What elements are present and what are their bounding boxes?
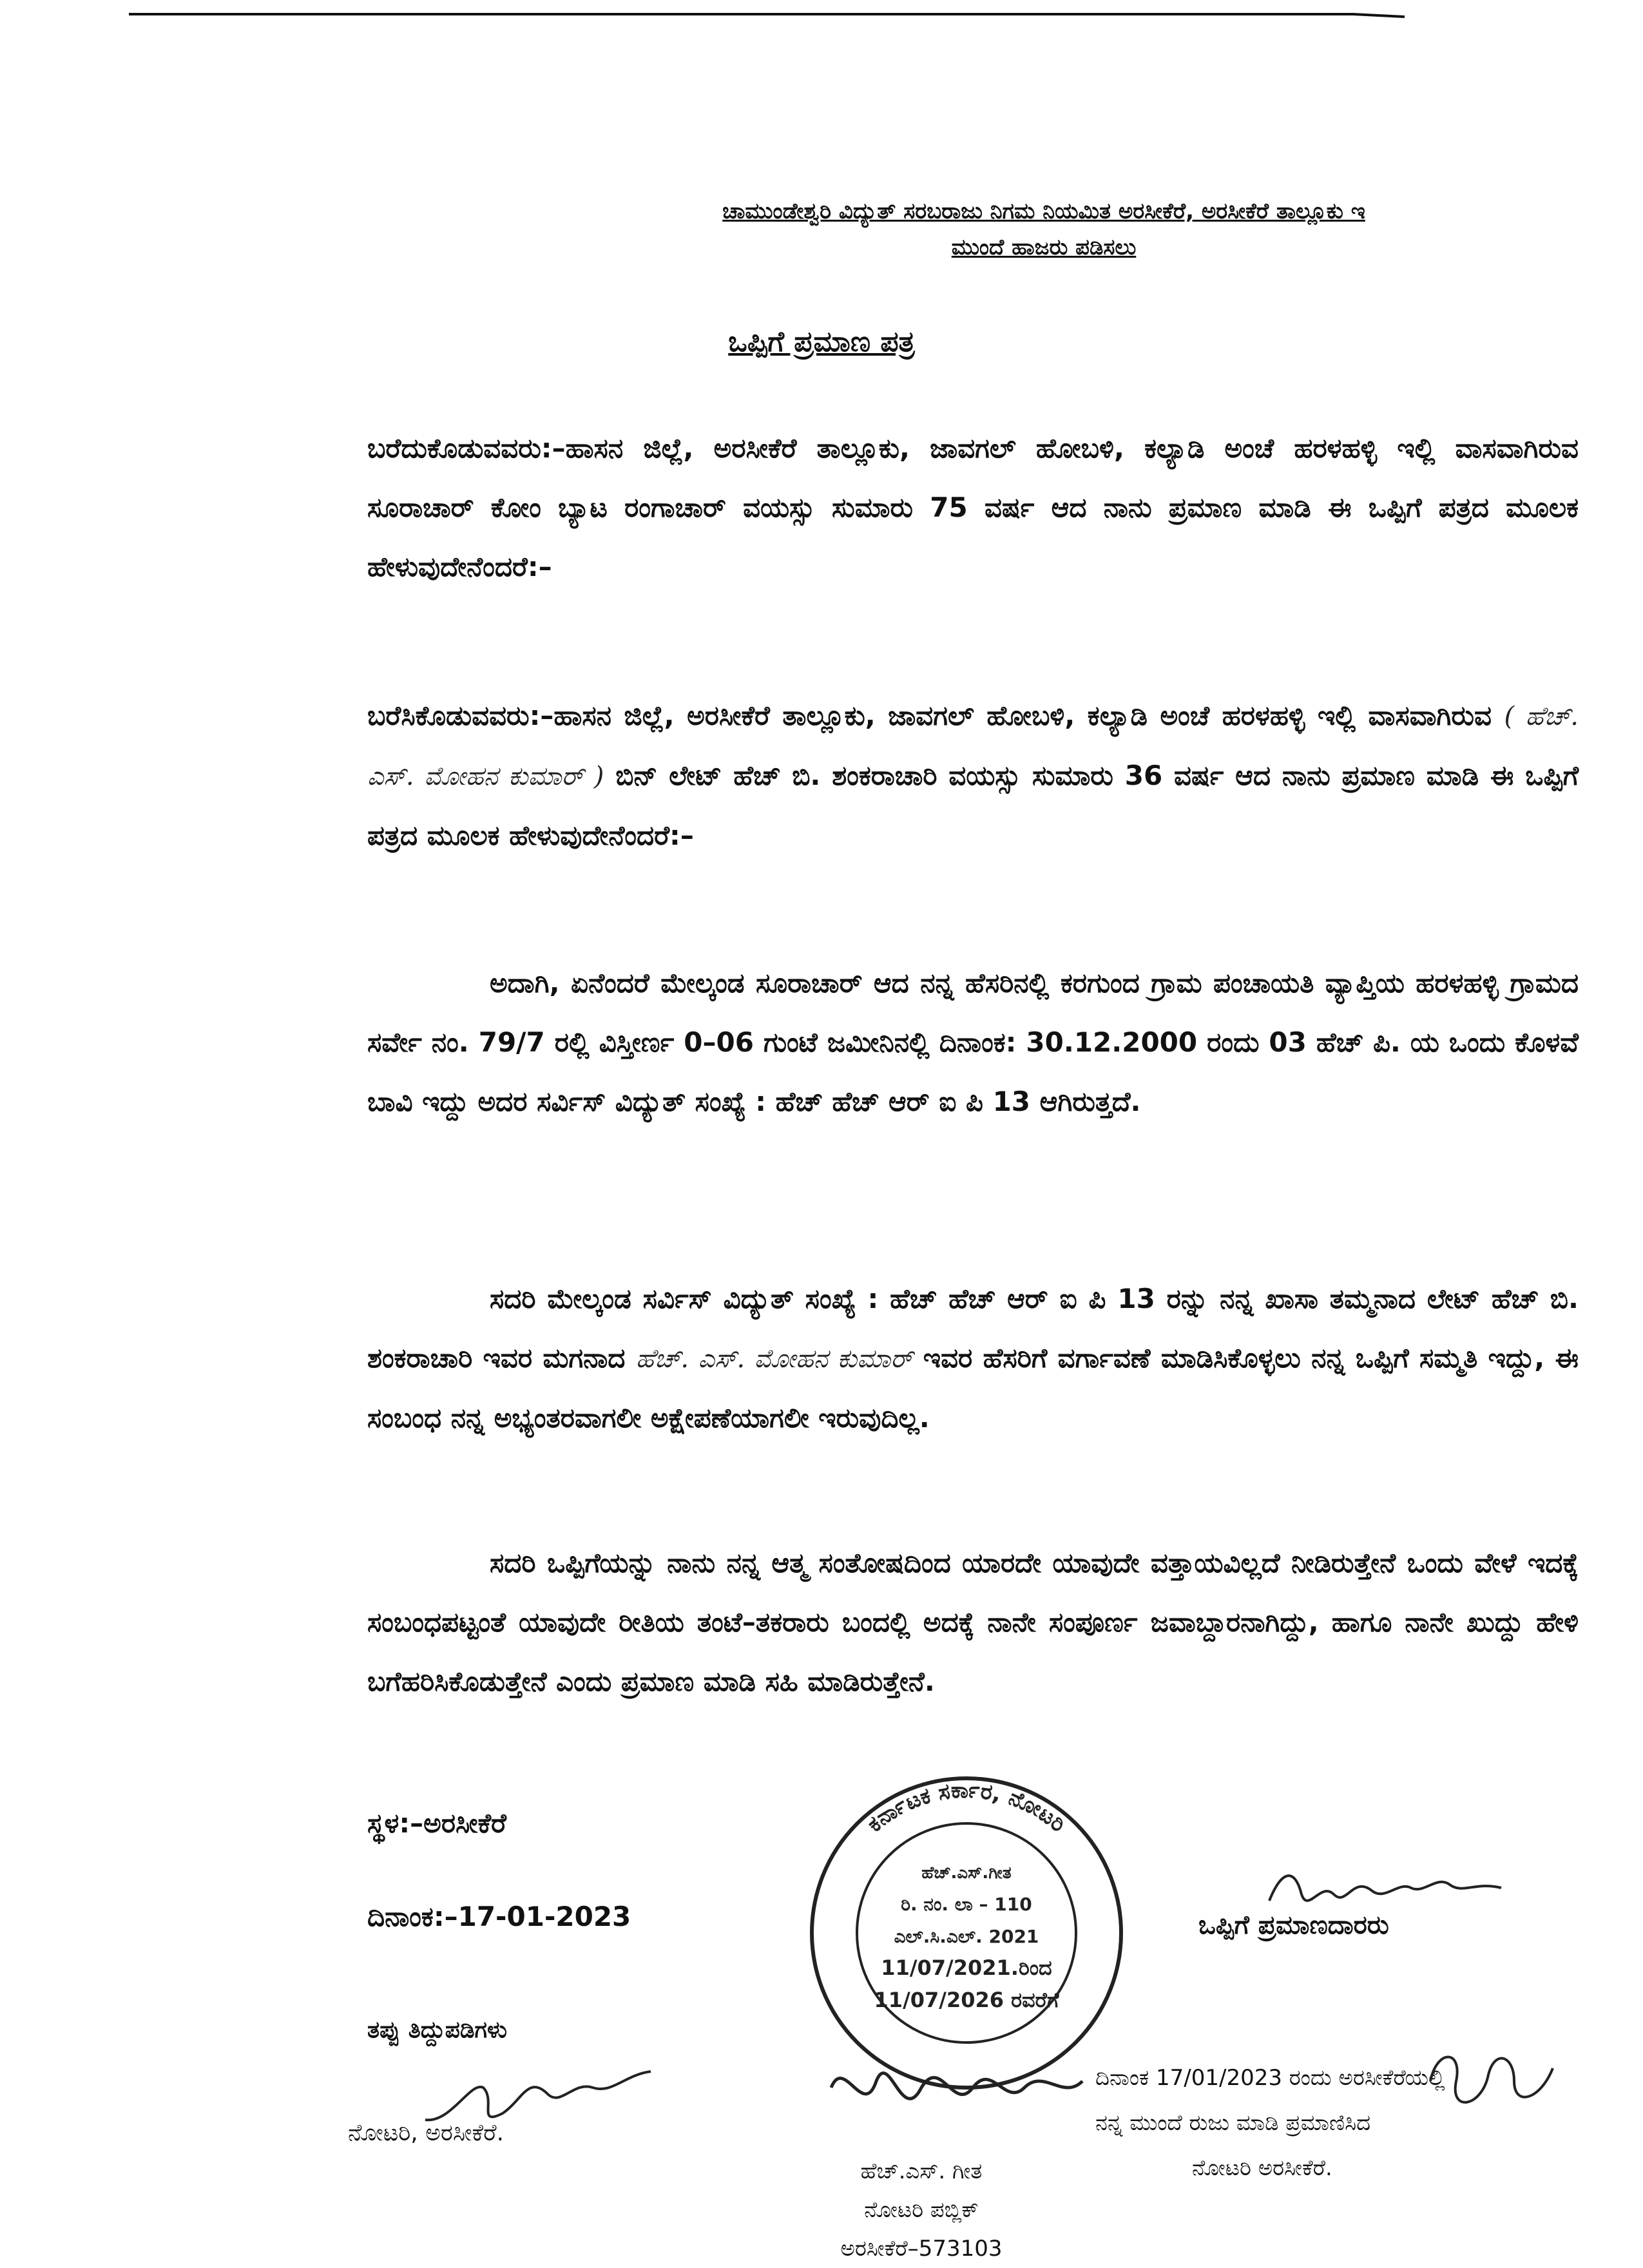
notary-signature-center [818,2049,1095,2133]
consent-signer-label: ಒಪ್ಪಿಗೆ ಪ್ರಮಾಣದಾರರು [1198,1910,1389,1940]
seal-line-1: ಹೆಚ್.ಎಸ್.ಗೀತ [921,1863,1012,1883]
place-label: ಸ್ಥಳ:–ಅರಸೀಕೆರೆ [367,1807,506,1839]
seal-line-4: 11/07/2021.ರಿಂದ [881,1956,1052,1980]
paragraph-beneficiary [367,686,1579,865]
svg-text:ಕರ್ನಾಟಕ ಸರ್ಕಾರ, ನೋಟರಿ [862,1778,1071,1838]
paragraph-declaration: ಸದರಿ ಒಪ್ಪಿಗೆಯನ್ನು ನಾನು ನನ್ನ ಆತ್ಮ ಸಂತೋಷದಿಂದ ಯಾರದೇ ಯಾವುದೇ ವತ್ತಾಯವಿಲ್ಲದೆ ನೀಡಿರುತ್ತೇನೆ ಒಂದು ವೇಳೆ ಇದಕ್ಕೆ ಸಂಬಂಧಪಟ್ಟಂತೆ ಯಾವುದೇ ರೀತಿಯ ತಂಟೆ–ತಕರಾರು ಬಂದಲ್ಲಿ ಅದಕ್ಕೆ ನಾನೇ ಸಂಪೂರ್ಣ ಜವಾಬ್ದಾರನಾಗಿದ್ದು, ಹಾಗೂ ನಾನೇ ಖುದ್ದು ಹೇಳಿ ಬಗೆಹರಿಸಿಕೊಡುತ್ತೇನೆ ಎಂದು ಪ್ರಮಾಣ ಮಾಡಿ ಸಹಿ ಮಾಡಿರುತ್ತೇನೆ. [367,1547,1579,1697]
addressee-line-2: ಮುಂದೆ ಹಾಜರು ಪಡಿಸಲು [951,235,1137,260]
top-border-line [129,12,1405,18]
handwritten-name: ( ಹೆಚ್. ಎಸ್. ಮೋಹನ ಕುಮಾರ್ ) [367,702,1579,791]
paragraph-beneficiary-text-b: ಬಿನ್ ಲೇಟ್ ಹೆಚ್ ಬಿ. ಶಂಕರಾಚಾರಿ ವಯಸ್ಸು ಸುಮಾರು 36 ವರ್ಷ ಆದ ನಾನು ಪ್ರಮಾಣ ಮಾಡಿ ಈ ಒಪ್ಪಿಗೆ ಪತ್ರದ ಮೂಲಕ ಹೇಳುವುದೇನೆಂದರೆ:– [367,760,1579,851]
notary-place: ಅರಸೀಕೆರೆ–573103 [840,2236,1003,2262]
seal-outer-text: ಕರ್ನಾಟಕ ಸರ್ಕಾರ, ನೋಟರಿ [862,1777,1071,1838]
paragraph-transfer-text-b: ಇವರ ಹೆಸರಿಗೆ ವರ್ಗಾವಣೆ ಮಾಡಿಸಿಕೊಳ್ಳಲು ನನ್ನ ಒಪ್ಪಿಗೆ ಸಮ್ಮತಿ ಇದ್ದು, ಈ ಸಂಬಂಧ ನನ್ನ ಅಭ್ಯಂತರವಾಗಲೀ ಅಕ್ಷೇಪಣೆಯಾಗಲೀ ಇರುವುದಿಲ್ಲ. [367,1342,1579,1434]
notary-left-label: ನೋಟರಿ, ಅರಸೀಕೆರೆ. [348,2120,504,2146]
notary-title: ನೋಟರಿ ಪಬ್ಲಿಕ್ [864,2197,979,2223]
notary-signature-right [1417,2042,1566,2120]
handwritten-name: ಹೆಚ್. ಎಸ್. ಮೋಹನ ಕುಮಾರ್ [635,1344,913,1374]
seal-line-3: ಎಲ್.ಸಿ.ಎಲ್. 2021 [894,1926,1039,1947]
paragraph-transfer [367,1269,1579,1448]
notary-seal [793,1765,1140,2094]
addressee-line-1: ಚಾಮುಂಡೇಶ್ವರಿ ವಿದ್ಯುತ್ ಸರಬರಾಜು ನಿಗಮ ನಿಯಮಿತ ಅರಸೀಕೆರೆ, ಅರಸೀಕೆರೆ ತಾಲ್ಲೂಕು ಇ [722,198,1365,224]
attestation-block [1095,2055,1445,2191]
notary-stamp-block [805,2152,1037,2268]
document-title: ಒಪ್ಪಿಗೆ ಪ್ರಮಾಣ ಪತ್ರ [728,325,915,358]
corrections-label: ತಪ್ಪು ತಿದ್ದುಪಡಿಗಳು [367,2017,507,2043]
addressee-block [554,193,1533,265]
date-label: ದಿನಾಂಕ:–17-01-2023 [367,1901,631,1932]
paragraph-declarant: ಬರೆದುಕೊಡುವವರು:–ಹಾಸನ ಜಿಲ್ಲೆ, ಅರಸೀಕೆರೆ ತಾಲ್ಲೂಕು, ಜಾವಗಲ್ ಹೋಬಳಿ, ಕಲ್ಯಾಡಿ ಅಂಚೆ ಹರಳಹಳ್ಳಿ ಇಲ್ಲಿ ವಾಸವಾಗಿರುವ ಸೂರಾಚಾರ್ ಕೋಂ ಬ್ಯಾಟ ರಂಗಾಚಾರ್ ವಯಸ್ಸು ಸುಮಾರು 75 ವರ್ಷ ಆದ ನಾನು ಪ್ರಮಾಣ ಮಾಡಿ ಈ ಒಪ್ಪಿಗೆ ಪತ್ರದ ಮೂಲಕ ಹೇಳುವುದೇನೆಂದರೆ:– [367,432,1579,582]
paragraph-property: ಅದಾಗಿ, ಏನೆಂದರೆ ಮೇಲ್ಕಂಡ ಸೂರಾಚಾರ್ ಆದ ನನ್ನ ಹೆಸರಿನಲ್ಲಿ ಕರಗುಂದ ಗ್ರಾಮ ಪಂಚಾಯತಿ ವ್ಯಾಪ್ತಿಯ ಹರಳಹಳ್ಳಿ ಗ್ರಾಮದ ಸರ್ವೇ ನಂ. 79/7 ರಲ್ಲಿ ವಿಸ್ತೀರ್ಣ 0–06 ಗುಂಟೆ ಜಮೀನಿನಲ್ಲಿ ದಿನಾಂಕ: 30.12.2000 ರಂದು 03 ಹೆಚ್ ಪಿ. ಯ ಒಂದು ಕೊಳವೆ ಬಾವಿ ಇದ್ದು ಅದರ ಸರ್ವಿಸ್ ವಿದ್ಯುತ್ ಸಂಖ್ಯೆ : ಹೆಚ್ ಹೆಚ್ ಆರ್ ಐ ಪಿ 13 ಆಗಿರುತ್ತದೆ. [367,967,1579,1117]
seal-line-5: 11/07/2026 ರವರೆಗೆ [874,1988,1059,2012]
attestation-line-3: ನೋಟರಿ ಅರಸೀಕೆರೆ. [1192,2155,1332,2181]
paragraph-beneficiary-text-a: ಬರೆಸಿಕೊಡುವವರು:–ಹಾಸನ ಜಿಲ್ಲೆ, ಅರಸೀಕೆರೆ ತಾಲ್ಲೂಕು, ಜಾವಗಲ್ ಹೋಬಳಿ, ಕಲ್ಯಾಡಿ ಅಂಚೆ ಹರಳಹಳ್ಳಿ ಇಲ್ಲಿ ವಾಸವಾಗಿರುವ [367,700,1492,731]
attestation-line-1: ದಿನಾಂಕ 17/01/2023 ರಂದು ಅರಸೀಕೆರೆಯಲ್ಲಿ [1095,2065,1445,2091]
attestation-line-2: ನನ್ನ ಮುಂದೆ ರುಜು ಮಾಡಿ ಪ್ರಮಾಣಿಸಿದ [1095,2110,1371,2136]
seal-line-2: ರಿ. ನಂ. ಲಾ – 110 [901,1894,1032,1915]
notary-name: ಹೆಚ್.ಎಸ್. ಗೀತ [860,2158,983,2184]
paragraph-transfer-text-a: ಸದರಿ ಮೇಲ್ಕಂಡ ಸರ್ವಿಸ್ ವಿದ್ಯುತ್ ಸಂಖ್ಯೆ : ಹೆಚ್ ಹೆಚ್ ಆರ್ ಐ ಪಿ 13 ರನ್ನು ನನ್ನ ಖಾಸಾ ತಮ್ಮನಾದ ಲೇಟ್ ಹೆಚ್ ಬಿ. ಶಂಕರಾಚಾರಿ ಇವರ ಮಗನಾದ [367,1283,1579,1374]
